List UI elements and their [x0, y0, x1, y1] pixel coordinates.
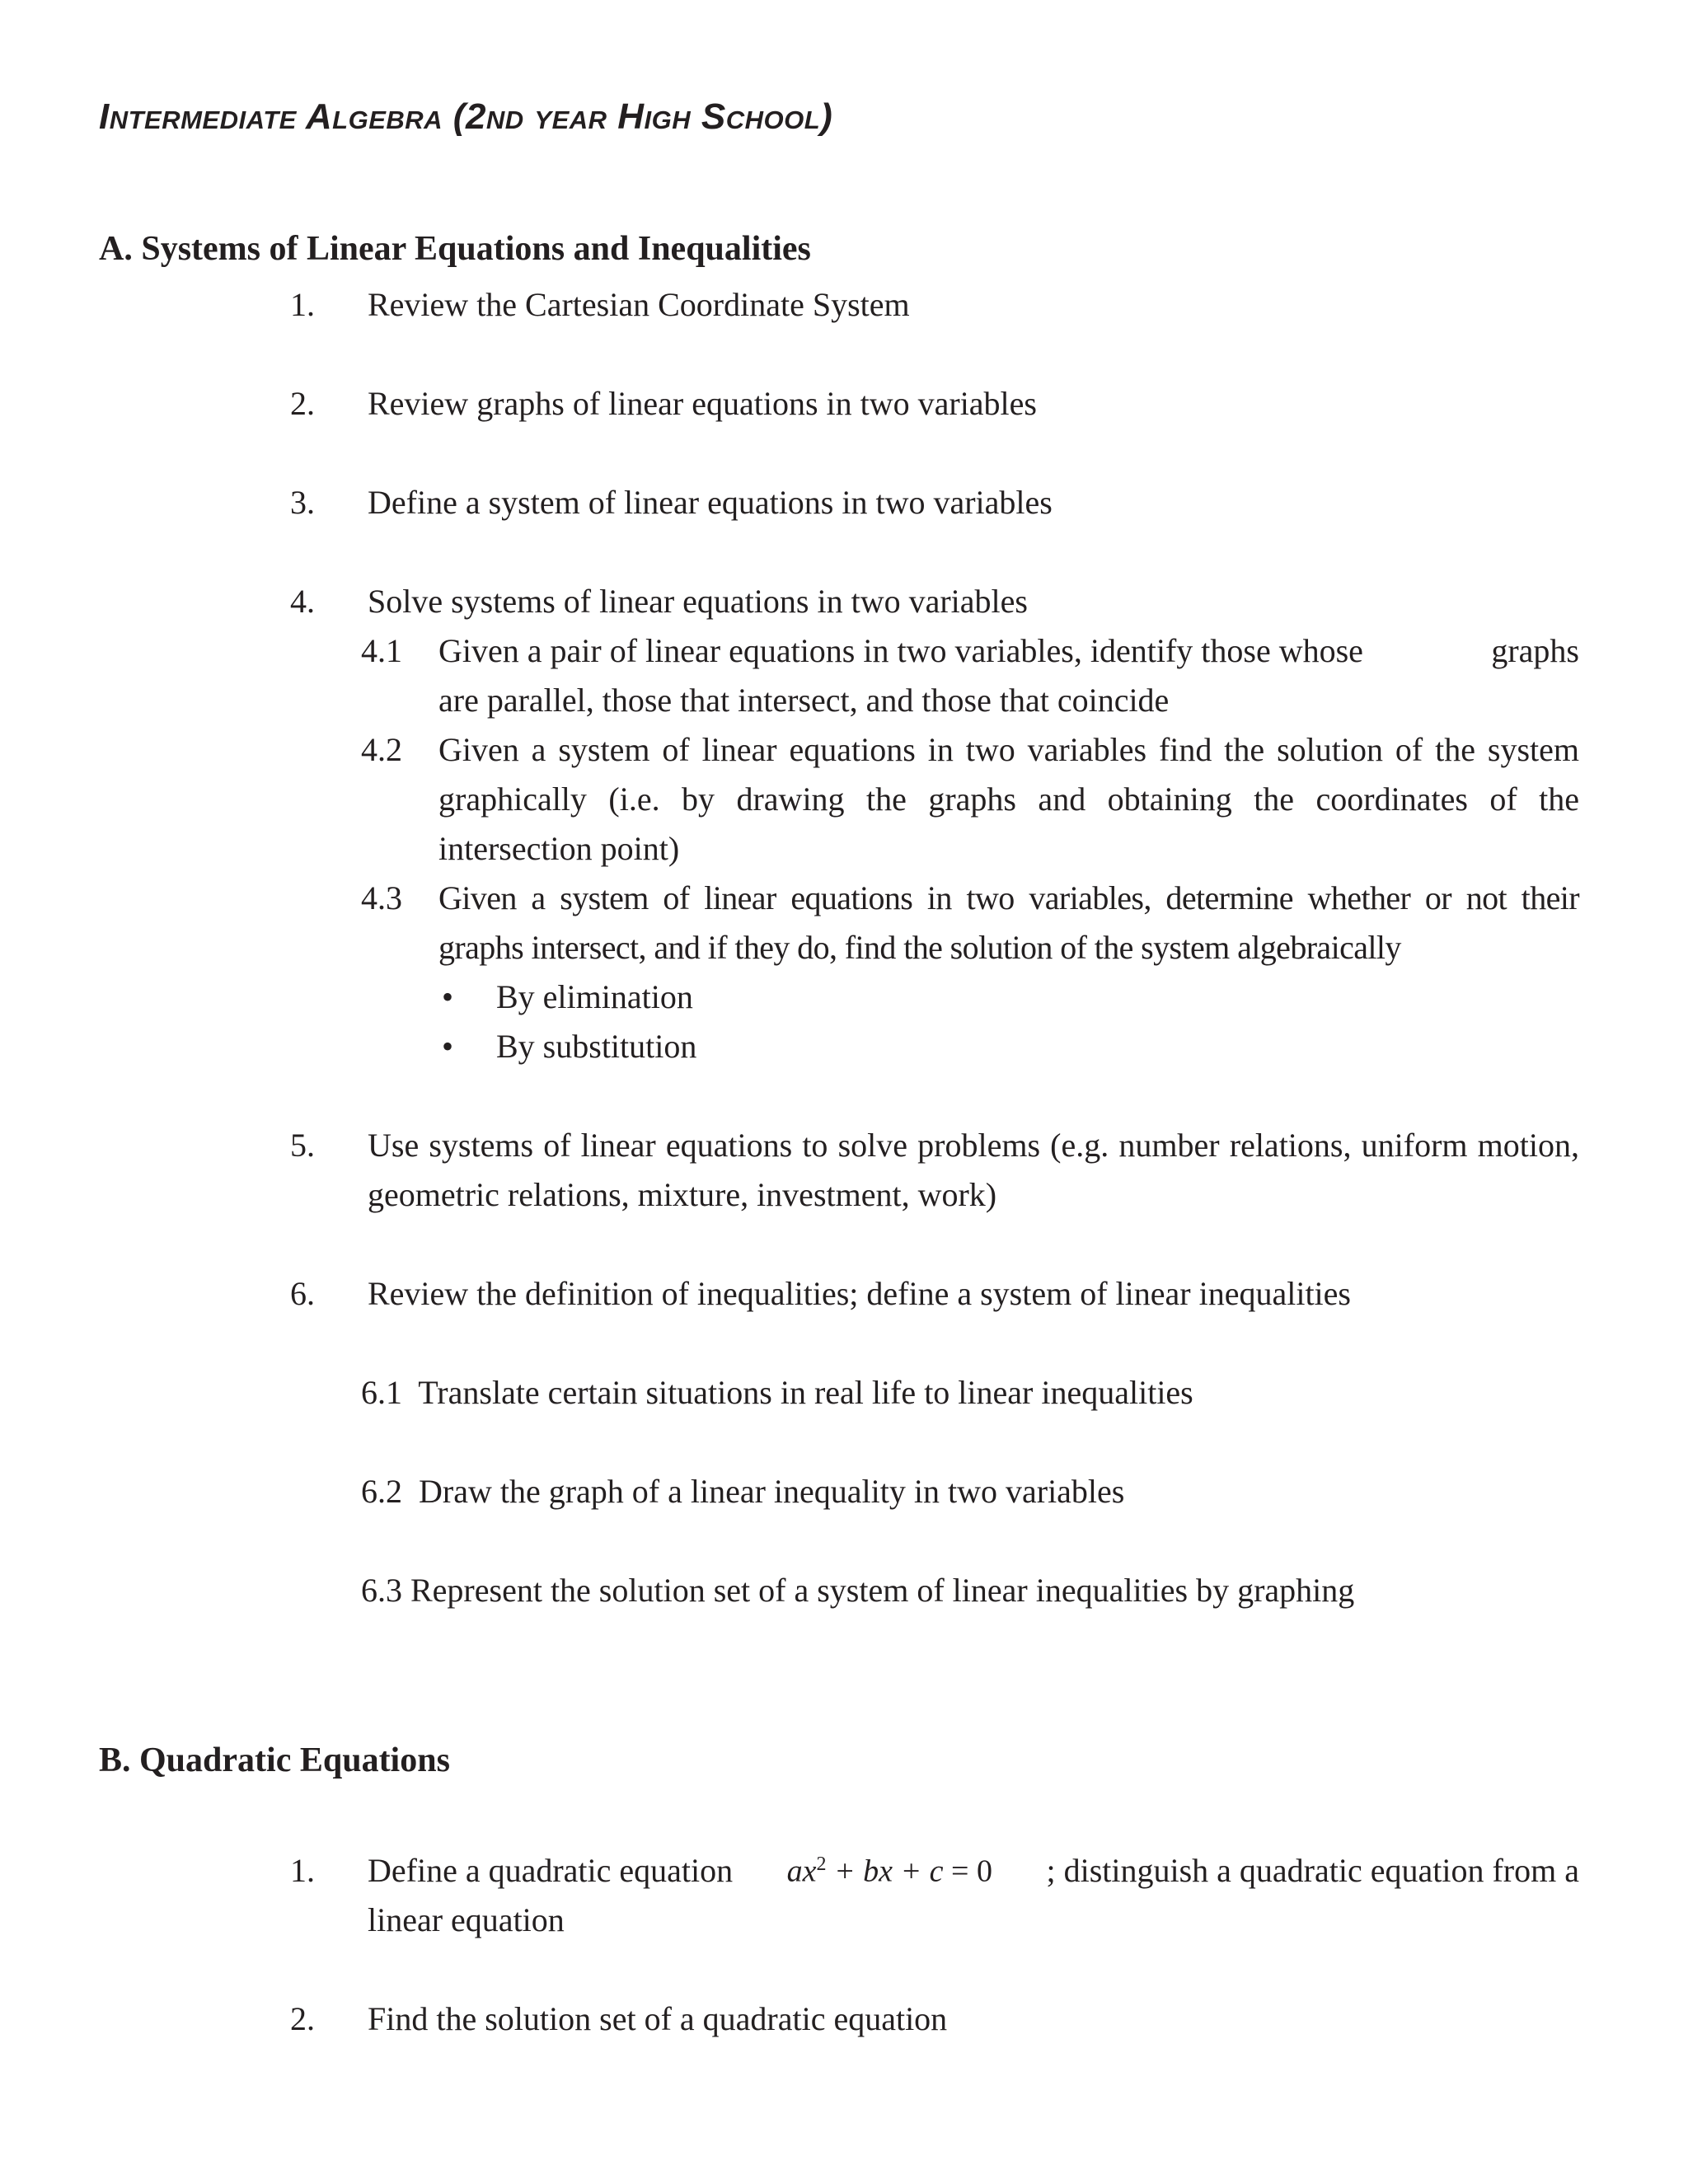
item-number: 1. [290, 286, 315, 323]
subitem-text-line [438, 626, 1579, 676]
subitem-number: 6.3 [361, 1572, 402, 1609]
item-text: Review the definition of inequalities; define a system of linear inequalities [368, 1275, 1351, 1312]
subitem-number: 6.1 [361, 1374, 402, 1411]
subitem-line [361, 1566, 1354, 1615]
item-number: 5. [290, 1127, 315, 1164]
item-text: Find the solution set of a quadratic equation [368, 2000, 948, 2037]
item-text: ; distinguish a quadratic equation from a [1046, 1852, 1579, 1889]
document-title: Intermediate Algebra (2nd year High School) [99, 96, 833, 137]
subitem-text: Given a system of linear equations in two variables, determine whether or not their graphs intersect, and if they do, find the solution of the system algebraically [438, 879, 1579, 966]
subitem-text: graphs [1491, 632, 1579, 669]
item-number: 2. [290, 2000, 315, 2037]
bullet-text: By substitution [496, 1028, 697, 1065]
subitem-text: Given a pair of linear equations in two variables, identify those whose [438, 632, 1363, 669]
bullet-text: By elimination [496, 978, 693, 1015]
subitem-number: 4.2 [361, 731, 402, 768]
item-text: Use systems of linear equations to solve problems (e.g. number relations, uniform motion, geometric relations, mixture, investment, work) [368, 1127, 1579, 1213]
subitem-text: Represent the solution set of a system of linear inequalities by graphing [410, 1572, 1355, 1609]
item-text-line [368, 1846, 1579, 1903]
subitem-line [361, 1467, 1124, 1516]
section-heading-a: A. Systems of Linear Equations and Inequalities [99, 230, 811, 268]
quadratic-equation: $ax^2$ + bx + c = 0 [786, 1854, 992, 1889]
item-number: 3. [290, 484, 315, 521]
subitem-number: 6.2 [361, 1473, 402, 1510]
item-text: Review graphs of linear equations in two variables [368, 385, 1037, 422]
subitem-text: Given a system of linear equations in two variables find the solution of the system graphically (i.e. by drawing the graphs and obtaining the coordinates of the intersection point) [438, 731, 1579, 867]
bullet-marker: • [442, 978, 454, 1015]
item-text: Review the Cartesian Coordinate System [368, 286, 910, 323]
item-number: 1. [290, 1852, 315, 1889]
subitem-text: Draw the graph of a linear inequality in two variables [419, 1473, 1125, 1510]
subitem-number: 4.3 [361, 879, 402, 916]
item-number: 6. [290, 1275, 315, 1312]
subitem-number: 4.1 [361, 632, 402, 669]
item-number: 2. [290, 385, 315, 422]
item-text: Define a quadratic equation [368, 1852, 734, 1889]
item-number: 4. [290, 583, 315, 620]
subitem-text: are parallel, those that intersect, and those that coincide [438, 682, 1170, 719]
section-heading-b: B. Quadratic Equations [99, 1741, 450, 1779]
item-text: Define a system of linear equations in two variables [368, 484, 1053, 521]
bullet-marker: • [442, 1028, 454, 1065]
item-text: linear equation [368, 1901, 565, 1938]
item-text: Solve systems of linear equations in two variables [368, 583, 1028, 620]
subitem-text: Translate certain situations in real life to linear inequalities [418, 1374, 1193, 1411]
subitem-line [361, 1368, 1193, 1418]
